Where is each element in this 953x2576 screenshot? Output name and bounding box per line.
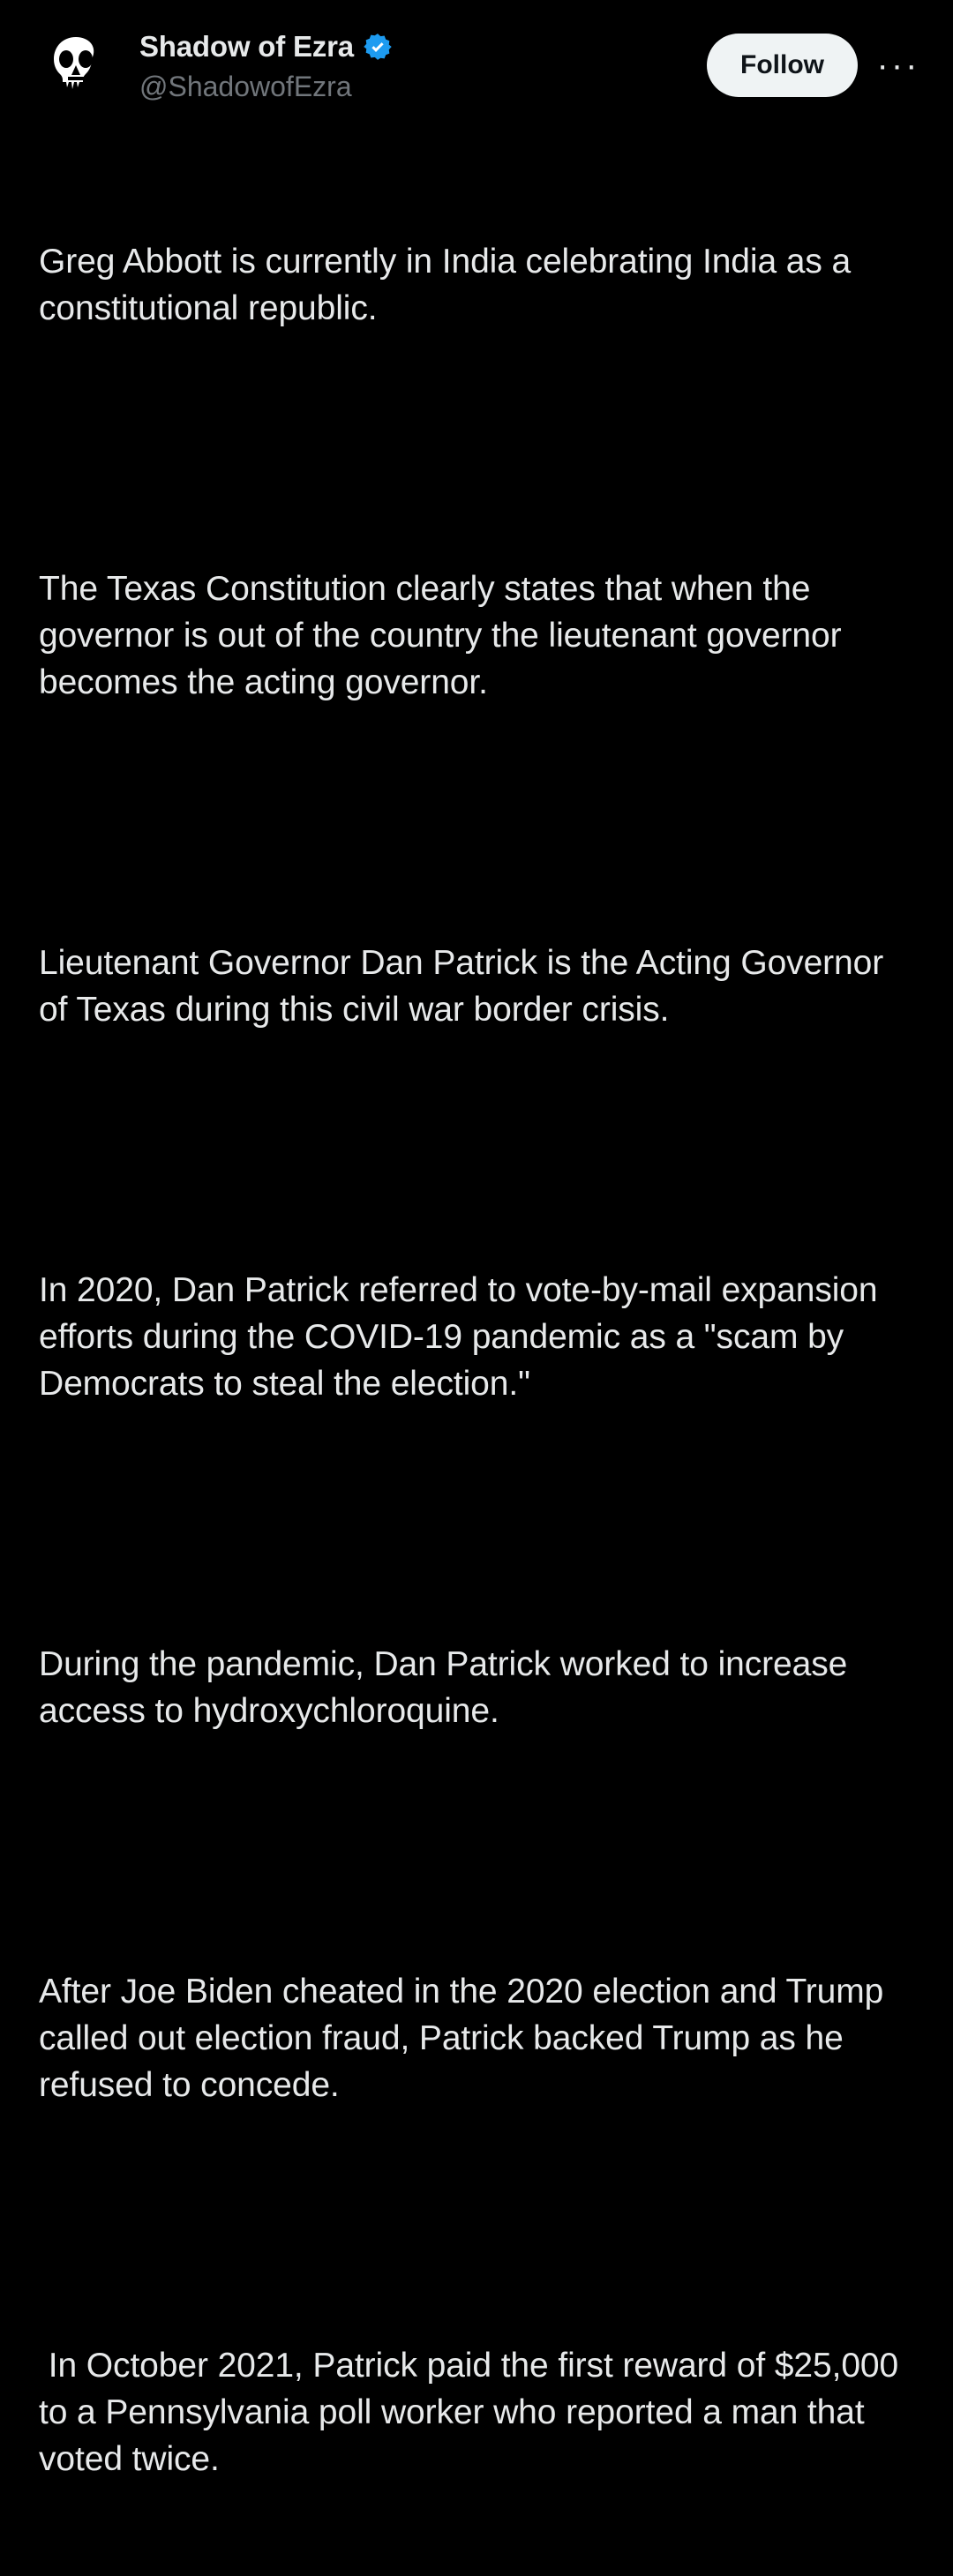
tweet-paragraph: During the pandemic, Dan Patrick worked to increase access to hydroxychloroquine. (39, 1645, 857, 1730)
paragraph-gap (39, 1501, 918, 1547)
follow-button[interactable]: Follow (707, 34, 858, 97)
paragraph-gap (39, 425, 918, 472)
paragraph-gap (39, 1828, 918, 1875)
avatar[interactable] (37, 28, 115, 106)
tweet-text (0, 132, 953, 2576)
verified-badge-icon (363, 32, 393, 62)
tweet-paragraph: The Texas Constitution clearly states that when the governor is out of the country the lieutenant governor becomes the acting governor. (39, 570, 852, 701)
more-options-icon[interactable]: ··· (876, 46, 920, 85)
tweet-paragraph: In 2020, Dan Patrick referred to vote-by-mail expansion efforts during the COVID-19 pandemic as a "scam by Democrats to steal the election." (39, 1271, 888, 1403)
paragraph-gap (39, 799, 918, 846)
paragraph-gap (39, 2202, 918, 2249)
tweet-paragraph: After Joe Biden cheated in the 2020 election and Trump called out election fraud, Patrick backed Trump as he refused to concede. (39, 1973, 893, 2104)
tweet-paragraph: In October 2021, Patrick paid the first reward of $25,000 to a Pennsylvania poll worker who reported a man that voted twice. (39, 2347, 908, 2478)
tweet-paragraph: Lieutenant Governor Dan Patrick is the Acting Governor of Texas during this civil war border crisis. (39, 944, 893, 1029)
skull-avatar-icon (39, 30, 113, 104)
author-info (139, 25, 707, 104)
handle: @ShadowofEzra (139, 70, 352, 102)
header-actions (707, 34, 923, 97)
author-name-row (139, 30, 707, 64)
paragraph-gap (39, 1127, 918, 1173)
tweet-header (0, 0, 953, 132)
tweet-paragraph: Greg Abbott is currently in India celebrating India as a constitutional republic. (39, 243, 860, 327)
display-name: Shadow of Ezra (139, 30, 354, 63)
